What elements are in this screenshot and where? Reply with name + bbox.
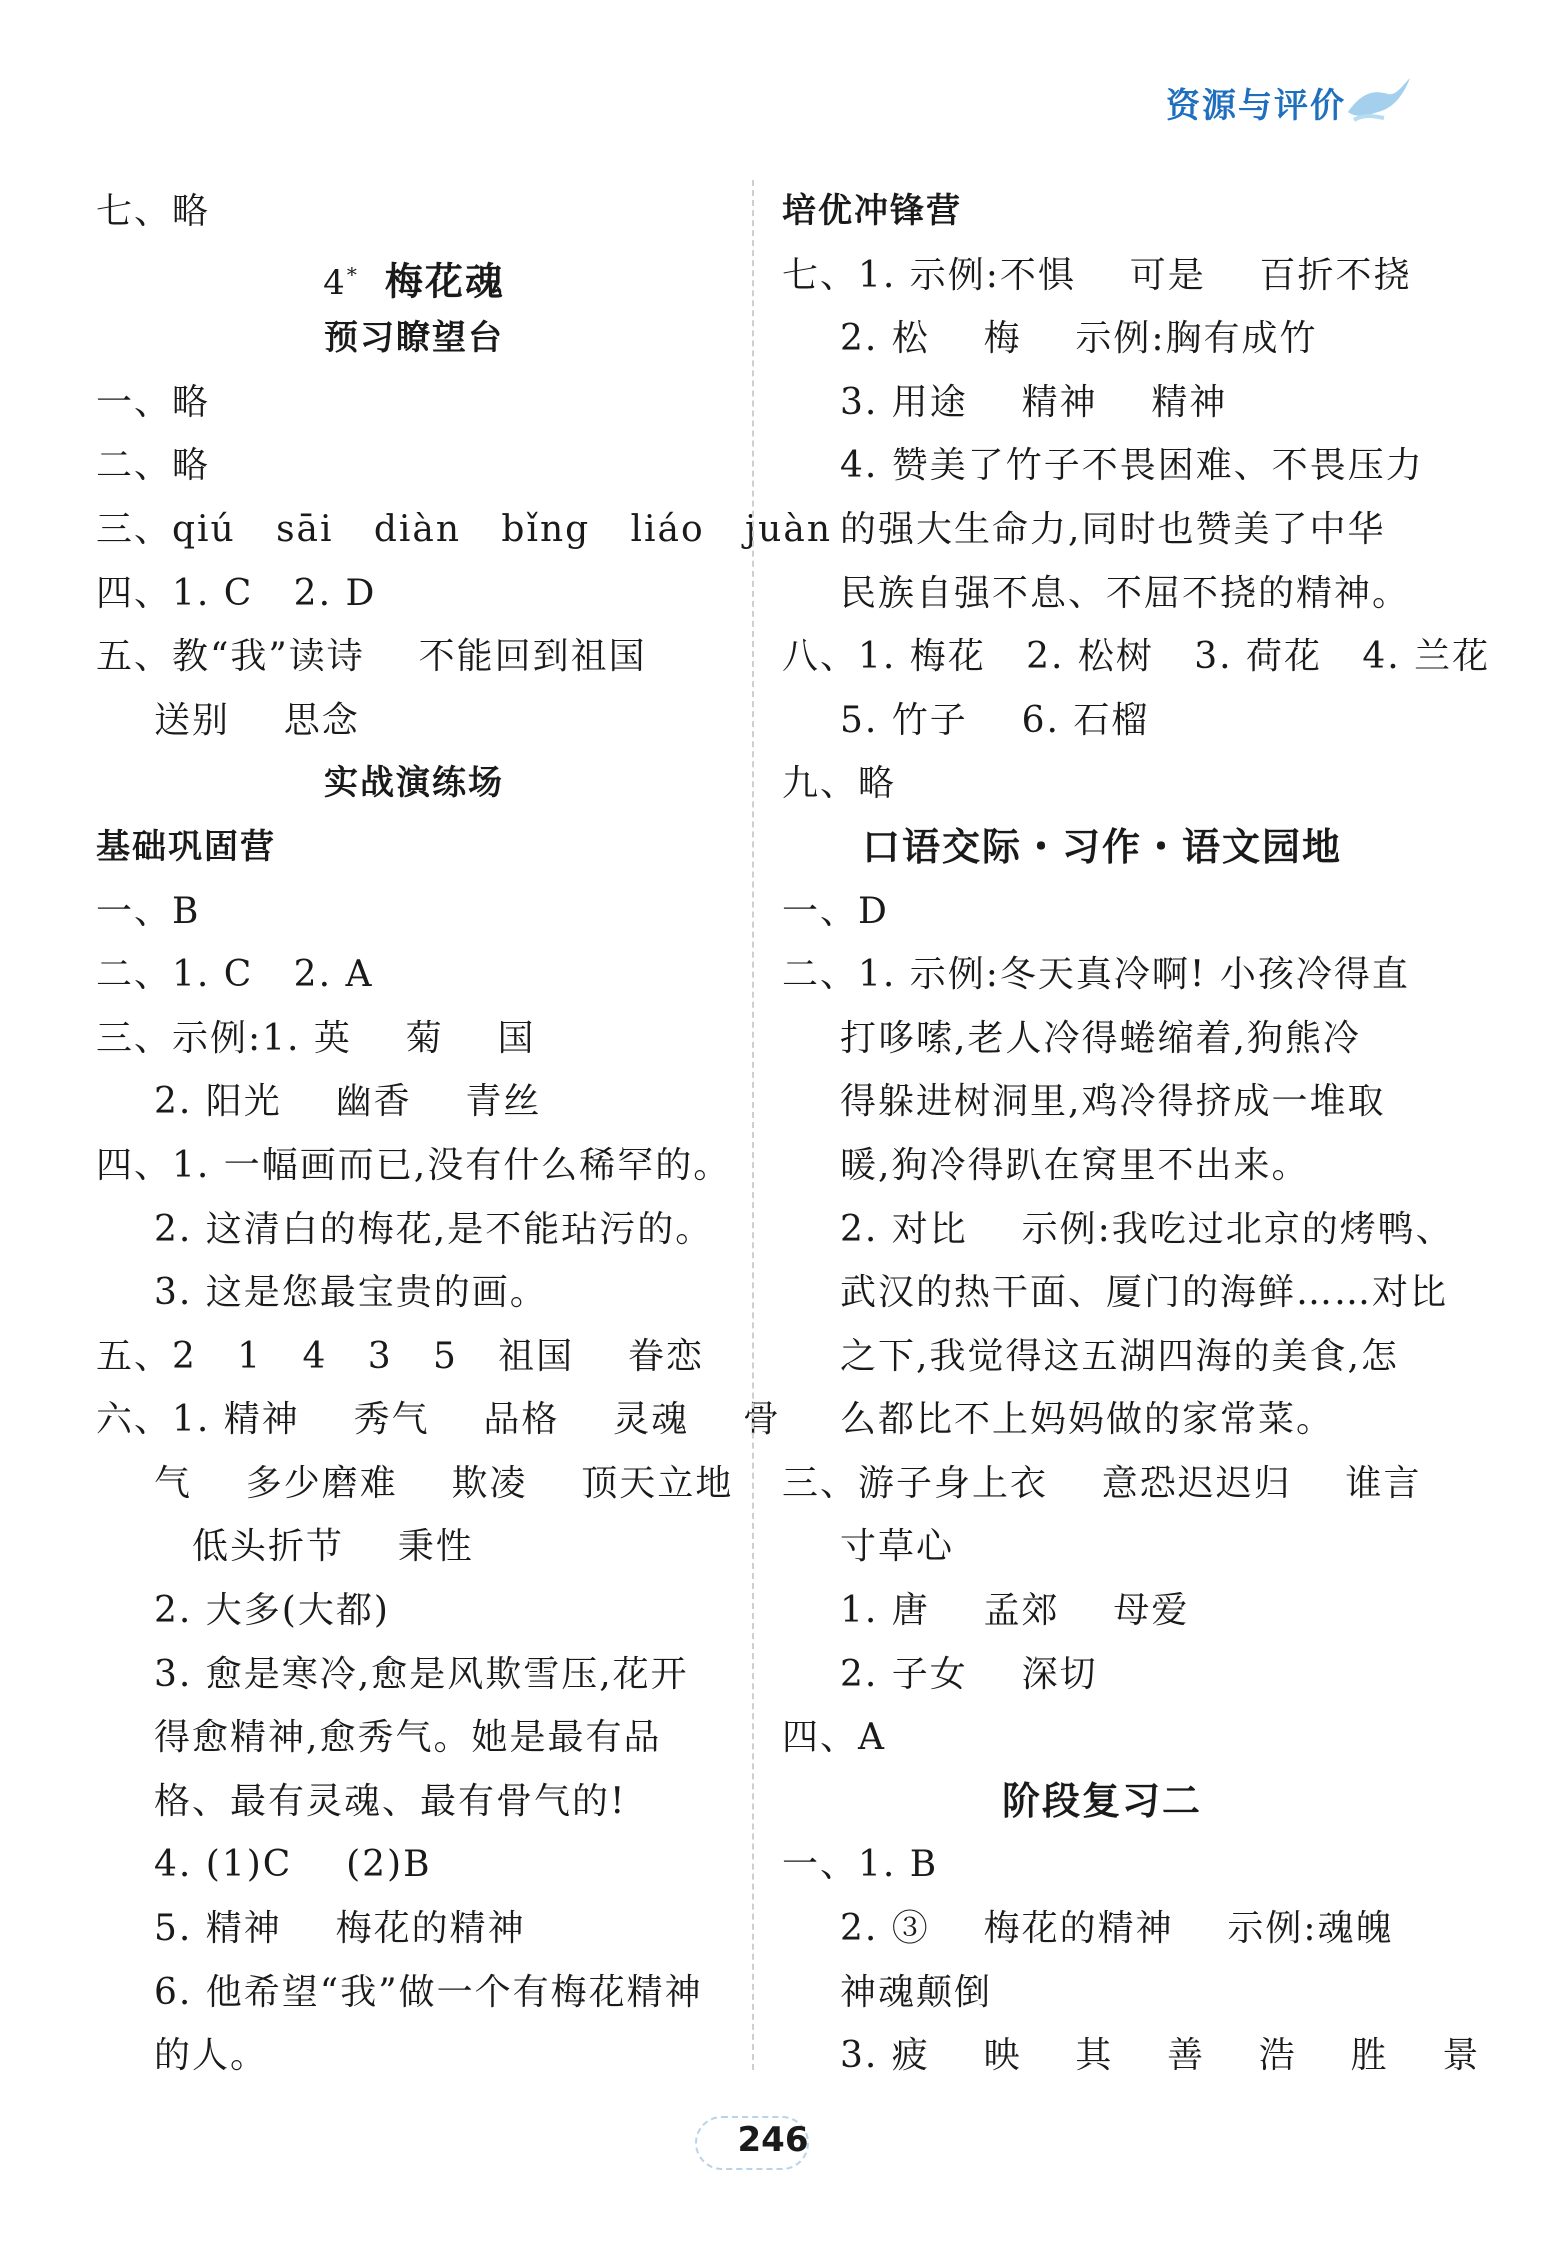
answer-line: 2. 这清白的梅花,是不能玷污的。: [154, 1208, 714, 1250]
answer-line: 暖,狗冷得趴在窝里不出来。: [840, 1144, 1310, 1186]
answer-line: 三、游子身上衣 意恐迟迟归 谁言: [782, 1462, 1422, 1504]
answer-line: 送别 思念: [154, 699, 360, 741]
answer-line: 二、1. 示例:冬天真冷啊! 小孩冷得直: [782, 954, 1410, 996]
answer-line: 打哆嗦,老人冷得蜷缩着,狗熊冷: [840, 1017, 1361, 1059]
answer-line: 2. 对比 示例:我吃过北京的烤鸭、: [840, 1208, 1454, 1250]
answer-line: 2. 阳光 幽香 青丝: [154, 1081, 542, 1123]
answer-line: 3. 愈是寒冷,愈是风欺雪压,花开: [154, 1653, 689, 1695]
answer-line: 4. (1)C (2)B: [154, 1844, 432, 1886]
answer-line: 九、略: [782, 763, 897, 805]
answer-line: 么都比不上妈妈做的家常菜。: [840, 1399, 1335, 1441]
left-column: [96, 180, 833, 2088]
answer-line: 得愈精神,愈秀气。她是最有品: [154, 1717, 662, 1759]
answer-line: 3. 疲 映 其 善 浩 胜 景: [840, 2035, 1481, 2077]
answer-line: 的强大生命力,同时也赞美了中华: [840, 508, 1386, 550]
answer-line: 一、1. B: [782, 1844, 939, 1886]
answer-line: 5. 竹子 6. 石榴: [840, 699, 1150, 741]
header-brand: 资源与评价: [1166, 86, 1346, 126]
answer-line: 的人。: [154, 2035, 269, 2077]
answer-line: 寸草心: [840, 1526, 955, 1568]
answer-line: 五、2 1 4 3 5 祖国 眷恋: [96, 1335, 704, 1377]
answer-line: 民族自强不息、不屈不挠的精神。: [840, 572, 1411, 614]
answer-line: 3. 用途 精神 精神: [840, 381, 1228, 423]
answer-line: 一、B: [96, 890, 201, 932]
answer-line: 五、教“我”读诗 不能回到祖国: [96, 636, 647, 678]
answer-line: 七、1. 示例:不惧 可是 百折不挠: [782, 254, 1412, 296]
answer-line: 2. 松 梅 示例:胸有成竹: [840, 318, 1318, 360]
answer-line: 1. 唐 孟郊 母爱: [840, 1590, 1190, 1632]
answer-line: 之下,我觉得这五湖四海的美食,怎: [840, 1335, 1399, 1377]
answer-line: 一、D: [782, 890, 889, 932]
lesson-title: 4* 梅花魂: [323, 258, 505, 303]
section-heading: 口语交际・习作・语文园地: [861, 824, 1342, 869]
brush-stroke-icon: [1344, 72, 1414, 132]
right-column: [782, 180, 1491, 2088]
answer-line: 二、1. C 2. A: [96, 954, 374, 996]
answer-line: 三、示例:1. 英 菊 国: [96, 1017, 536, 1059]
answer-line: 4. 赞美了竹子不畏困难、不畏压力: [840, 445, 1424, 487]
answer-line: 一、略: [96, 381, 211, 423]
answer-line: 八、1. 梅花 2. 松树 3. 荷花 4. 兰花: [782, 636, 1491, 678]
subsection-heading: 基础巩固营: [96, 826, 276, 867]
answer-line: 2. 子女 深切: [840, 1653, 1098, 1695]
answer-line: 6. 他希望“我”做一个有梅花精神: [154, 1971, 703, 2013]
answer-line: 四、A: [782, 1717, 886, 1759]
column-divider: [752, 180, 754, 2070]
section-heading: 预习瞭望台: [324, 318, 504, 359]
answer-line: 5. 精神 梅花的精神: [154, 1908, 526, 1950]
answer-line: 气 多少磨难 欺凌 顶天立地: [154, 1462, 734, 1504]
answer-line: 武汉的热干面、厦门的海鲜……对比: [840, 1272, 1449, 1314]
answer-line: 四、1. C 2. D: [96, 572, 377, 614]
answer-line: 三、qiú sāi diàn bǐng liáo juàn: [96, 508, 833, 550]
answer-line: 神魂颠倒: [840, 1971, 993, 2013]
answer-line: 低头折节 秉性: [192, 1526, 474, 1568]
section-heading: 实战演练场: [324, 763, 504, 804]
section-heading: 阶段复习二: [1001, 1778, 1202, 1823]
answer-line: 四、1. 一幅画而已,没有什么稀罕的。: [96, 1144, 732, 1186]
answer-line: 得躲进树洞里,鸡冷得挤成一堆取: [840, 1081, 1386, 1123]
page-number: 246: [737, 2120, 809, 2160]
subsection-heading: 培优冲锋营: [782, 191, 962, 231]
answer-line: 格、最有灵魂、最有骨气的!: [154, 1780, 627, 1822]
answer-line: 2. ③ 梅花的精神 示例:魂魄: [840, 1908, 1394, 1950]
answer-line: 七、略: [96, 191, 211, 232]
answer-line: 3. 这是您最宝贵的画。: [154, 1272, 548, 1314]
answer-line: 2. 大多(大都): [154, 1590, 390, 1632]
answer-line: 六、1. 精神 秀气 品格 灵魂 骨: [96, 1399, 781, 1441]
answer-line: 二、略: [96, 445, 211, 487]
